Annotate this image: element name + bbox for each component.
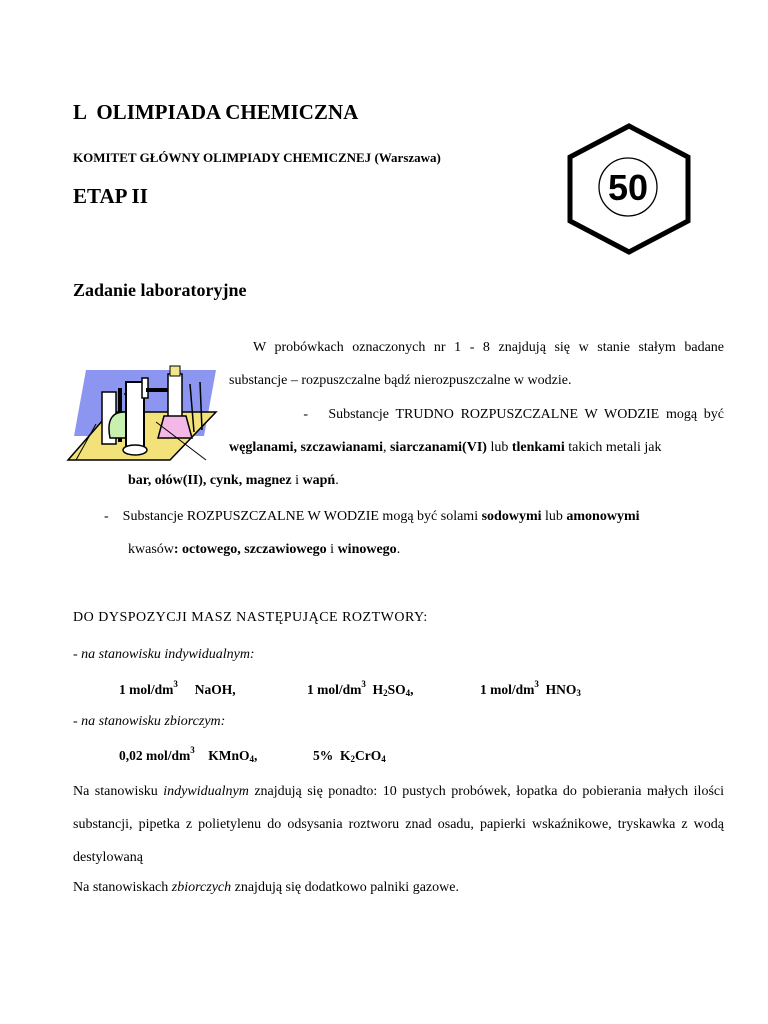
acids-tartaric: winowego xyxy=(337,542,397,557)
reagent-subscript: 4 xyxy=(249,754,255,764)
metals-end: . xyxy=(335,473,339,488)
soluble-text: Substancje ROZPUSZCZALNE W WODZIE mogą być solami xyxy=(122,509,479,524)
insoluble-metals-text: takich metali jak xyxy=(568,440,662,455)
olympiad-50-hexagon-logo xyxy=(567,123,691,255)
insoluble-text: Substancje TRUDNO ROZPUSZCZALNE W WODZIE mogą być xyxy=(328,407,725,422)
reagent-exponent: 3 xyxy=(190,745,195,755)
reagent-concentration: 0,02 mol/dm xyxy=(119,748,191,763)
page-title: L OLIMPIADA CHEMICZNA xyxy=(73,100,359,124)
reagent-subscript: 4 xyxy=(381,754,386,764)
bullet-soluble xyxy=(104,500,724,533)
reagent-exponent: 3 xyxy=(534,679,539,689)
reagent-formula: SO xyxy=(387,682,406,697)
reagent-formula: HNO xyxy=(545,682,577,697)
note-text: Na stanowisku xyxy=(73,784,158,799)
note-text: znajdują się dodatkowo palniki gazowe. xyxy=(234,880,459,895)
acids-label: kwasów xyxy=(128,542,174,557)
reagent-concentration: 1 mol/dm xyxy=(119,682,174,697)
reagents-heading: DO DYSPOZYCJI MASZ NASTĘPUJĄCE ROZTWORY: xyxy=(73,610,428,625)
acids-end: . xyxy=(396,542,401,557)
insoluble-or: lub xyxy=(490,440,509,455)
bullet-dash: - xyxy=(303,407,309,422)
lab-glassware-illustration xyxy=(66,364,218,464)
reagent-k2cro4 xyxy=(313,748,386,764)
reagent-concentration: 5% xyxy=(313,748,334,763)
reagent-hno3 xyxy=(480,679,581,698)
note-text: Na stanowiskach xyxy=(73,880,169,895)
reagent-exponent: 3 xyxy=(361,679,366,689)
stage-title: ETAP II xyxy=(73,184,148,208)
reagent-formula: K xyxy=(340,748,351,763)
bullet-soluble-acids xyxy=(128,533,400,566)
individual-station-label: - na stanowisku indywidualnym: xyxy=(73,647,255,662)
reagent-subscript: 3 xyxy=(576,688,581,698)
reagent-subscript: 4 xyxy=(405,688,411,698)
reagent-formula: KMnO xyxy=(208,748,250,763)
reagent-formula: , xyxy=(254,748,258,763)
bullet-dash: - xyxy=(104,509,109,524)
collective-equipment-note xyxy=(73,880,459,896)
insoluble-oxides: tlenkami xyxy=(511,440,565,455)
soluble-ammonium: amonowymi xyxy=(566,509,640,524)
reagent-kmno4 xyxy=(119,745,258,764)
metals-and: i xyxy=(295,473,299,488)
bullet-insoluble-metals xyxy=(128,464,339,497)
note-emphasis: zbiorczych xyxy=(171,880,232,895)
acids-and: i xyxy=(330,542,335,557)
reagent-subscript: 2 xyxy=(383,688,388,698)
metals-list: bar, ołów(II), cynk, magnez xyxy=(128,473,292,488)
note-text: znajdują się ponadto: 10 pustych probówek, łopatka do pobierania małych ilości substancji, pipetka z polietylenu do odsysania roztworu znad osadu, papierki wskaźnikowe, tryskawka z wodą destylowaną xyxy=(73,784,724,865)
soluble-or: lub xyxy=(545,509,563,524)
reagent-naoh xyxy=(119,679,236,698)
badge-number: 50 xyxy=(607,167,649,208)
reagent-formula: H xyxy=(372,682,384,697)
collective-station-label: - na stanowisku zbiorczym: xyxy=(73,714,226,729)
insoluble-sulfates: siarczanami(VI) xyxy=(389,440,487,455)
reagent-subscript: 2 xyxy=(350,754,356,764)
soluble-sodium: sodowymi xyxy=(481,509,542,524)
acids-list: : octowego, szczawiowego xyxy=(173,542,327,557)
insoluble-separator: , xyxy=(382,440,387,455)
committee-name xyxy=(73,150,441,166)
committee-label: KOMITET GŁÓWNY OLIMPIADY CHEMICZNEJ xyxy=(73,150,372,165)
reagent-exponent: 3 xyxy=(173,679,178,689)
individual-equipment-note xyxy=(73,775,724,874)
task-heading: Zadanie laboratoryjne xyxy=(73,280,247,300)
reagent-concentration: 1 mol/dm xyxy=(480,682,535,697)
reagent-concentration: 1 mol/dm xyxy=(307,682,362,697)
reagent-formula: NaOH, xyxy=(194,682,236,697)
committee-city: (Warszawa) xyxy=(374,150,441,165)
insoluble-salts: węglanami, szczawianami xyxy=(229,440,383,455)
intro-paragraph: W probówkach oznaczonych nr 1 - 8 znajdują się w stanie stałym badane substancje – rozpuszczalne bądź nierozpuszczalne w wodzie. xyxy=(229,340,724,388)
reagent-h2so4 xyxy=(307,679,414,698)
bullet-insoluble xyxy=(229,398,724,464)
metals-calcium: wapń xyxy=(302,473,336,488)
note-emphasis: indywidualnym xyxy=(163,784,249,799)
reagent-formula: , xyxy=(410,682,414,697)
reagent-formula: CrO xyxy=(355,748,382,763)
